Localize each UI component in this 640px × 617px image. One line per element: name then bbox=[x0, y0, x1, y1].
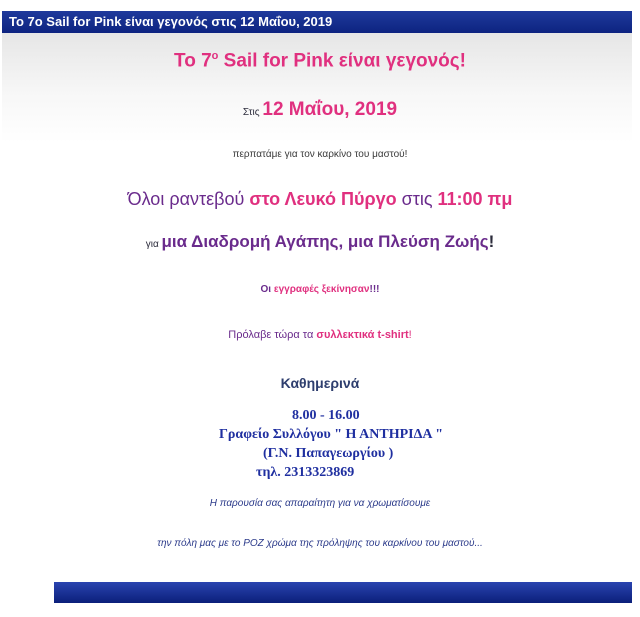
route-line bbox=[0, 232, 640, 252]
headline-sup: ο bbox=[211, 50, 219, 62]
daily-heading: Καθημερινά bbox=[280, 375, 360, 391]
route-prefix: για bbox=[145, 239, 162, 250]
tshirt-suffix: ! bbox=[408, 329, 412, 341]
tshirt-line bbox=[0, 329, 640, 341]
office-phone: τηλ. 2313323869 bbox=[256, 465, 355, 480]
meet-time: 11:00 πμ bbox=[437, 189, 513, 209]
tshirt-prefix: Πρόλαβε τώρα τα bbox=[228, 329, 317, 341]
headline-prefix: Το 7 bbox=[174, 50, 212, 72]
article-title: Το 7ο Sail for Pink είναι γεγονός στις 12 Μαΐου, 2019 bbox=[9, 14, 333, 29]
route-suffix: ! bbox=[488, 232, 495, 251]
date-prefix: Στις bbox=[242, 107, 263, 118]
reg-suffix: !!! bbox=[369, 284, 380, 295]
office-hospital: (Γ.Ν. Παπαγεωργίου ) bbox=[263, 446, 394, 461]
reg-prefix: Οι bbox=[260, 284, 274, 295]
tshirt-text: συλλεκτικά t-shirt bbox=[316, 329, 409, 341]
date-value: 12 Μαΐου, 2019 bbox=[262, 99, 398, 120]
article-title-bar bbox=[2, 11, 632, 33]
route-text: μια Διαδρομή Αγάπης, μια Πλεύση Ζωής bbox=[161, 232, 489, 251]
meet-a: Όλοι bbox=[127, 189, 170, 209]
closing-line-1: Η παρουσία σας απαραίτητη για να χρωματίσουμε bbox=[209, 498, 431, 509]
headline-rest: Sail for Pink είναι γεγονός! bbox=[218, 50, 466, 72]
footer-bar bbox=[54, 582, 632, 603]
meeting-line bbox=[0, 189, 640, 210]
reg-text: εγγραφές ξεκίνησαν bbox=[273, 284, 370, 295]
event-date bbox=[0, 99, 640, 121]
headline bbox=[0, 50, 640, 72]
meet-location: στο Λευκό Πύργο bbox=[249, 189, 397, 209]
office-name: Γραφείο Συλλόγου " Η ΑΝΤΗΡΙΔΑ " bbox=[219, 427, 443, 442]
office-hours: 8.00 - 16.00 bbox=[292, 408, 360, 423]
meet-d: στις bbox=[396, 189, 438, 209]
registration-line bbox=[0, 284, 640, 295]
meet-b: ραντεβού bbox=[169, 189, 250, 209]
closing-line-2: την πόλη μας με το ΡΟΖ χρώμα της πρόληψης του καρκίνου του μαστού... bbox=[157, 538, 483, 549]
walk-line: περπατάμε για τον καρκίνο του μαστού! bbox=[232, 149, 408, 160]
